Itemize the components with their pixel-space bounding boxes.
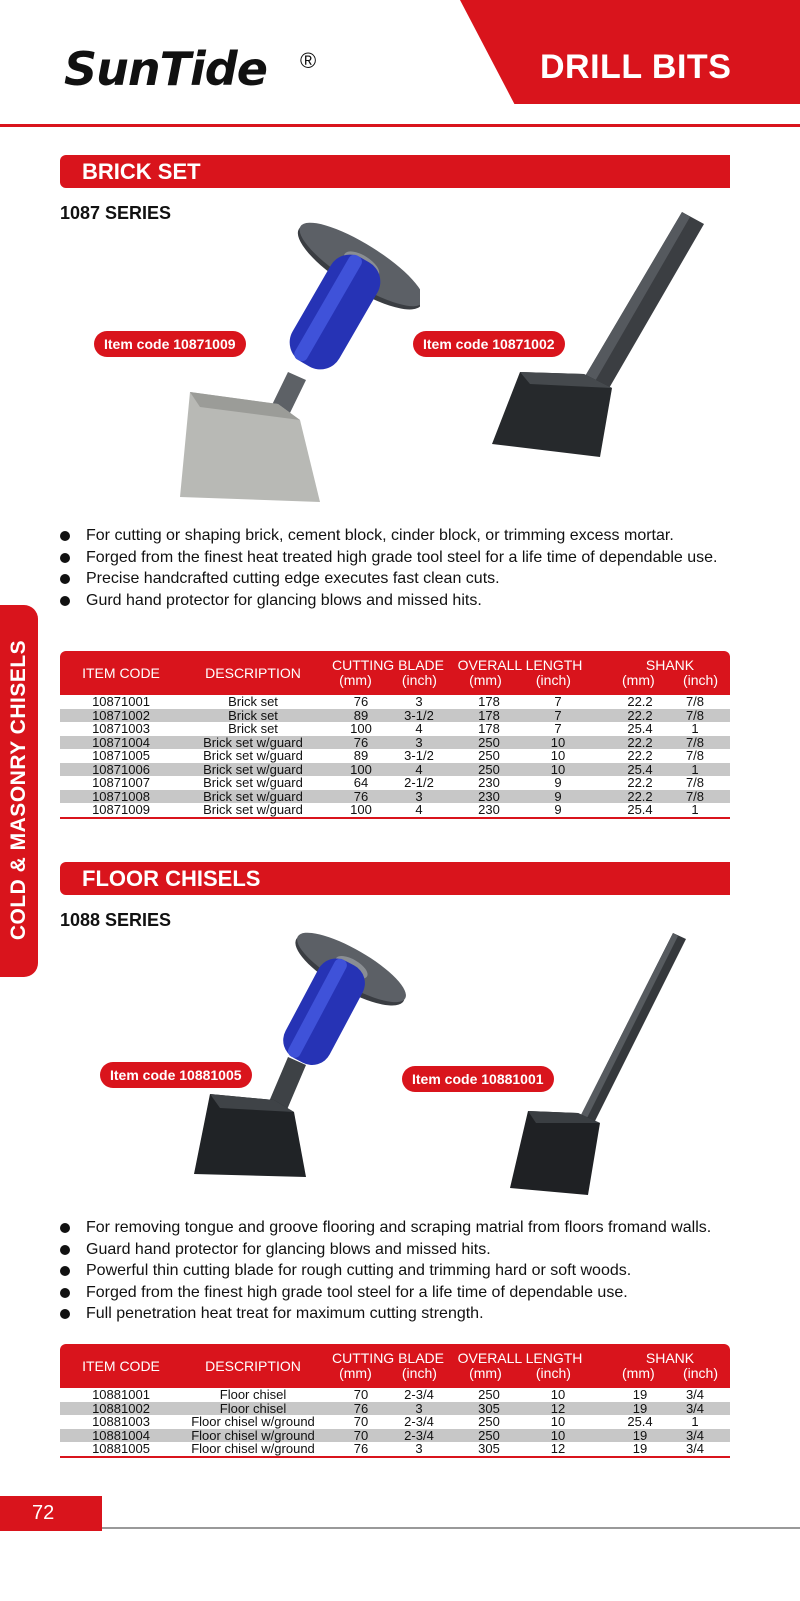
section-title-bar <box>60 862 730 895</box>
cell-shank-inch: 7/8 <box>685 694 705 709</box>
feature-item: For cutting or shaping brick, cement block, cinder block, or trimming excess mortar. <box>58 525 758 547</box>
cell-cutting-blade-inch: 3 <box>415 788 423 804</box>
cell-description: Floor chisel <box>219 1387 287 1402</box>
cell-shank-mm: 25.4 <box>627 802 653 817</box>
cell-cutting-blade-mm: 76 <box>353 734 369 750</box>
cell-cutting-blade-inch: 2-3/4 <box>404 1387 434 1402</box>
spec-table-header <box>60 651 730 695</box>
cell-item-code: 10871006 <box>92 761 150 777</box>
cell-shank-inch: 3/4 <box>685 1387 705 1402</box>
cell-overall-length-inch: 12 <box>550 1400 566 1416</box>
cell-shank-mm: 22.2 <box>627 748 653 763</box>
cell-overall-length-mm: 230 <box>478 788 500 804</box>
table-row <box>60 803 730 817</box>
feature-item: For removing tongue and groove flooring and scraping matrial from floors fromand walls. <box>58 1217 778 1239</box>
cell-item-code: 10871009 <box>92 802 150 817</box>
cell-shank-mm: 22.2 <box>627 775 653 790</box>
cell-cutting-blade-mm: 70 <box>353 1414 369 1429</box>
cell-overall-length-mm: 250 <box>478 734 500 750</box>
table-row <box>60 1442 730 1456</box>
spec-table-body <box>60 1388 730 1456</box>
cell-overall-length-mm: 250 <box>478 1427 500 1443</box>
cell-overall-length-mm: 250 <box>478 761 500 777</box>
cell-cutting-blade-mm: 76 <box>353 788 369 804</box>
table-row <box>60 749 730 763</box>
cell-cutting-blade-mm: 100 <box>350 761 372 777</box>
cell-shank-inch: 3/4 <box>685 1427 705 1443</box>
header-divider <box>0 124 800 127</box>
table-row <box>60 1429 730 1443</box>
cell-description: Floor chisel w/ground <box>191 1441 315 1456</box>
cell-cutting-blade-mm: 76 <box>353 1441 369 1456</box>
cell-shank-inch: 7/8 <box>685 734 705 750</box>
cell-shank-mm: 19 <box>632 1400 648 1416</box>
footer-divider <box>0 1527 800 1529</box>
cell-shank-mm: 25.4 <box>627 761 653 777</box>
cell-shank-inch: 7/8 <box>685 748 705 763</box>
cell-item-code: 10871003 <box>92 721 150 736</box>
cell-shank-inch: 3/4 <box>685 1400 705 1416</box>
cell-overall-length-inch: 7 <box>554 694 562 709</box>
table-row <box>60 709 730 723</box>
cell-cutting-blade-mm: 100 <box>350 721 372 736</box>
cell-cutting-blade-mm: 70 <box>353 1427 369 1443</box>
feature-list <box>58 525 758 611</box>
item-code-tag: Item code 10871009 <box>94 331 246 357</box>
cell-item-code: 10871002 <box>92 707 150 723</box>
cell-cutting-blade-inch: 2-1/2 <box>404 775 434 790</box>
cell-overall-length-mm: 178 <box>478 694 500 709</box>
feature-item: Forged from the finest heat treated high grade tool steel for a life time of dependable use. <box>58 547 758 569</box>
registered-mark: ® <box>300 48 317 73</box>
cell-cutting-blade-inch: 3 <box>415 1441 423 1456</box>
feature-item: Full penetration heat treat for maximum cutting strength. <box>58 1303 778 1325</box>
feature-list <box>58 1217 778 1325</box>
cell-description: Brick set w/guard <box>203 734 303 750</box>
cell-shank-inch: 7/8 <box>685 775 705 790</box>
cell-overall-length-mm: 250 <box>478 748 500 763</box>
cell-shank-mm: 19 <box>632 1387 648 1402</box>
table-row <box>60 763 730 777</box>
cell-shank-mm: 22.2 <box>627 788 653 804</box>
cell-overall-length-inch: 10 <box>550 1387 566 1402</box>
cell-cutting-blade-mm: 76 <box>353 1400 369 1416</box>
cell-overall-length-mm: 250 <box>478 1414 500 1429</box>
cell-shank-mm: 19 <box>632 1441 648 1456</box>
floor-chisel-with-guard-photo <box>190 922 415 1182</box>
cell-shank-inch: 1 <box>691 721 699 736</box>
cell-shank-mm: 22.2 <box>627 734 653 750</box>
cell-item-code: 10881003 <box>92 1414 150 1429</box>
table-bottom-rule <box>60 1456 730 1458</box>
spec-table-header <box>60 1344 730 1388</box>
cell-cutting-blade-mm: 70 <box>353 1387 369 1402</box>
feature-item: Gurd hand protector for glancing blows and missed hits. <box>58 590 758 612</box>
cell-overall-length-inch: 10 <box>550 734 566 750</box>
feature-item: Powerful thin cutting blade for rough cutting and trimming hard or soft woods. <box>58 1260 778 1282</box>
col-cutting-blade: CUTTING BLADE (mm) (inch) <box>331 657 444 688</box>
cell-cutting-blade-inch: 3 <box>415 694 423 709</box>
section-title: FLOOR CHISELS <box>82 866 261 891</box>
cell-overall-length-mm: 178 <box>478 721 500 736</box>
col-shank: SHANK (mm) (inch) <box>622 657 718 688</box>
cell-overall-length-inch: 9 <box>554 788 562 804</box>
table-row <box>60 695 730 709</box>
cell-cutting-blade-mm: 89 <box>353 748 369 763</box>
cell-overall-length-mm: 250 <box>478 1387 500 1402</box>
cell-overall-length-inch: 9 <box>554 775 562 790</box>
item-code-tag: Item code 10881001 <box>402 1066 554 1092</box>
page-number: 72 <box>0 1496 102 1531</box>
cell-overall-length-mm: 230 <box>478 802 500 817</box>
col-shank: SHANK (mm) (inch) <box>622 1350 718 1381</box>
cell-overall-length-mm: 178 <box>478 707 500 723</box>
section-title: BRICK SET <box>82 159 201 184</box>
cell-overall-length-inch: 10 <box>550 761 566 777</box>
cell-cutting-blade-inch: 4 <box>415 802 423 817</box>
cell-item-code: 10881005 <box>92 1441 150 1456</box>
table-row <box>60 776 730 790</box>
feature-item: Precise handcrafted cutting edge executes fast clean cuts. <box>58 568 758 590</box>
table-row <box>60 1388 730 1402</box>
spec-table <box>60 1344 730 1458</box>
cell-description: Floor chisel w/ground <box>191 1427 315 1443</box>
item-code-tag: Item code 10871002 <box>413 331 565 357</box>
table-row <box>60 1402 730 1416</box>
col-overall-length: OVERALL LENGTH (mm) (inch) <box>457 657 583 688</box>
col-cutting-blade: CUTTING BLADE (mm) (inch) <box>331 1350 444 1381</box>
feature-item: Forged from the finest high grade tool steel for a life time of dependable use. <box>58 1282 778 1304</box>
item-code-tag: Item code 10881005 <box>100 1062 252 1088</box>
cell-description: Brick set w/guard <box>203 788 303 804</box>
brand-logo: SunTide <box>64 42 267 96</box>
cell-overall-length-inch: 7 <box>554 707 562 723</box>
cell-description: Brick set <box>228 694 278 709</box>
cell-item-code: 10871008 <box>92 788 150 804</box>
cell-item-code: 10881001 <box>92 1387 150 1402</box>
cell-cutting-blade-inch: 2-3/4 <box>404 1414 434 1429</box>
cell-overall-length-inch: 9 <box>554 802 562 817</box>
cell-overall-length-inch: 10 <box>550 1427 566 1443</box>
cell-overall-length-mm: 305 <box>478 1400 500 1416</box>
cell-description: Brick set <box>228 707 278 723</box>
cell-shank-inch: 7/8 <box>685 788 705 804</box>
feature-item: Guard hand protector for glancing blows and missed hits. <box>58 1239 778 1261</box>
col-overall-length: OVERALL LENGTH (mm) (inch) <box>457 1350 583 1381</box>
cell-overall-length-mm: 230 <box>478 775 500 790</box>
cell-cutting-blade-mm: 64 <box>353 775 369 790</box>
table-row <box>60 790 730 804</box>
cell-shank-mm: 22.2 <box>627 694 653 709</box>
table-row <box>60 722 730 736</box>
cell-item-code: 10871004 <box>92 734 150 750</box>
cell-shank-inch: 7/8 <box>685 707 705 723</box>
table-row <box>60 1415 730 1429</box>
spec-table-body <box>60 695 730 817</box>
cell-description: Floor chisel <box>219 1400 287 1416</box>
cell-description: Brick set w/guard <box>203 748 303 763</box>
cell-shank-mm: 22.2 <box>627 707 653 723</box>
cell-cutting-blade-mm: 100 <box>350 802 372 817</box>
cell-overall-length-mm: 305 <box>478 1441 500 1456</box>
cell-shank-inch: 1 <box>691 802 699 817</box>
series-label: 1087 SERIES <box>60 203 172 223</box>
cell-overall-length-inch: 10 <box>550 748 566 763</box>
cell-description: Brick set w/guard <box>203 775 303 790</box>
cell-cutting-blade-inch: 3-1/2 <box>404 748 434 763</box>
cell-shank-mm: 19 <box>632 1427 648 1443</box>
spec-table <box>60 651 730 819</box>
col-description: DESCRIPTION <box>205 665 301 681</box>
cell-overall-length-inch: 12 <box>550 1441 566 1456</box>
cell-shank-inch: 1 <box>691 761 699 777</box>
cell-cutting-blade-mm: 76 <box>353 694 369 709</box>
series-label: 1088 SERIES <box>60 910 172 930</box>
side-tab-label: COLD & MASONRY CHISELS <box>7 639 30 941</box>
cell-item-code: 10871001 <box>92 694 150 709</box>
cell-item-code: 10881002 <box>92 1400 150 1416</box>
cell-cutting-blade-inch: 4 <box>415 721 423 736</box>
cell-item-code: 10871005 <box>92 748 150 763</box>
col-item-code: ITEM CODE <box>82 1358 160 1374</box>
cell-cutting-blade-inch: 2-3/4 <box>404 1427 434 1443</box>
cell-overall-length-inch: 7 <box>554 721 562 736</box>
cell-item-code: 10871007 <box>92 775 150 790</box>
cell-description: Brick set <box>228 721 278 736</box>
cell-cutting-blade-inch: 3 <box>415 1400 423 1416</box>
brick-set-with-guard-photo <box>180 212 420 502</box>
cell-cutting-blade-inch: 4 <box>415 761 423 777</box>
cell-shank-inch: 1 <box>691 1414 699 1429</box>
col-description: DESCRIPTION <box>205 1358 301 1374</box>
cell-description: Brick set w/guard <box>203 761 303 777</box>
category-title: DRILL BITS <box>540 48 732 86</box>
cell-cutting-blade-inch: 3-1/2 <box>404 707 434 723</box>
cell-item-code: 10881004 <box>92 1427 150 1443</box>
cell-shank-mm: 25.4 <box>627 721 653 736</box>
section-title-bar <box>60 155 730 188</box>
cell-description: Floor chisel w/ground <box>191 1414 315 1429</box>
cell-shank-inch: 3/4 <box>685 1441 705 1456</box>
cell-shank-mm: 25.4 <box>627 1414 653 1429</box>
table-row <box>60 736 730 750</box>
cell-cutting-blade-mm: 89 <box>353 707 369 723</box>
cell-overall-length-inch: 10 <box>550 1414 566 1429</box>
cell-cutting-blade-inch: 3 <box>415 734 423 750</box>
cell-description: Brick set w/guard <box>203 802 303 817</box>
col-item-code: ITEM CODE <box>82 665 160 681</box>
